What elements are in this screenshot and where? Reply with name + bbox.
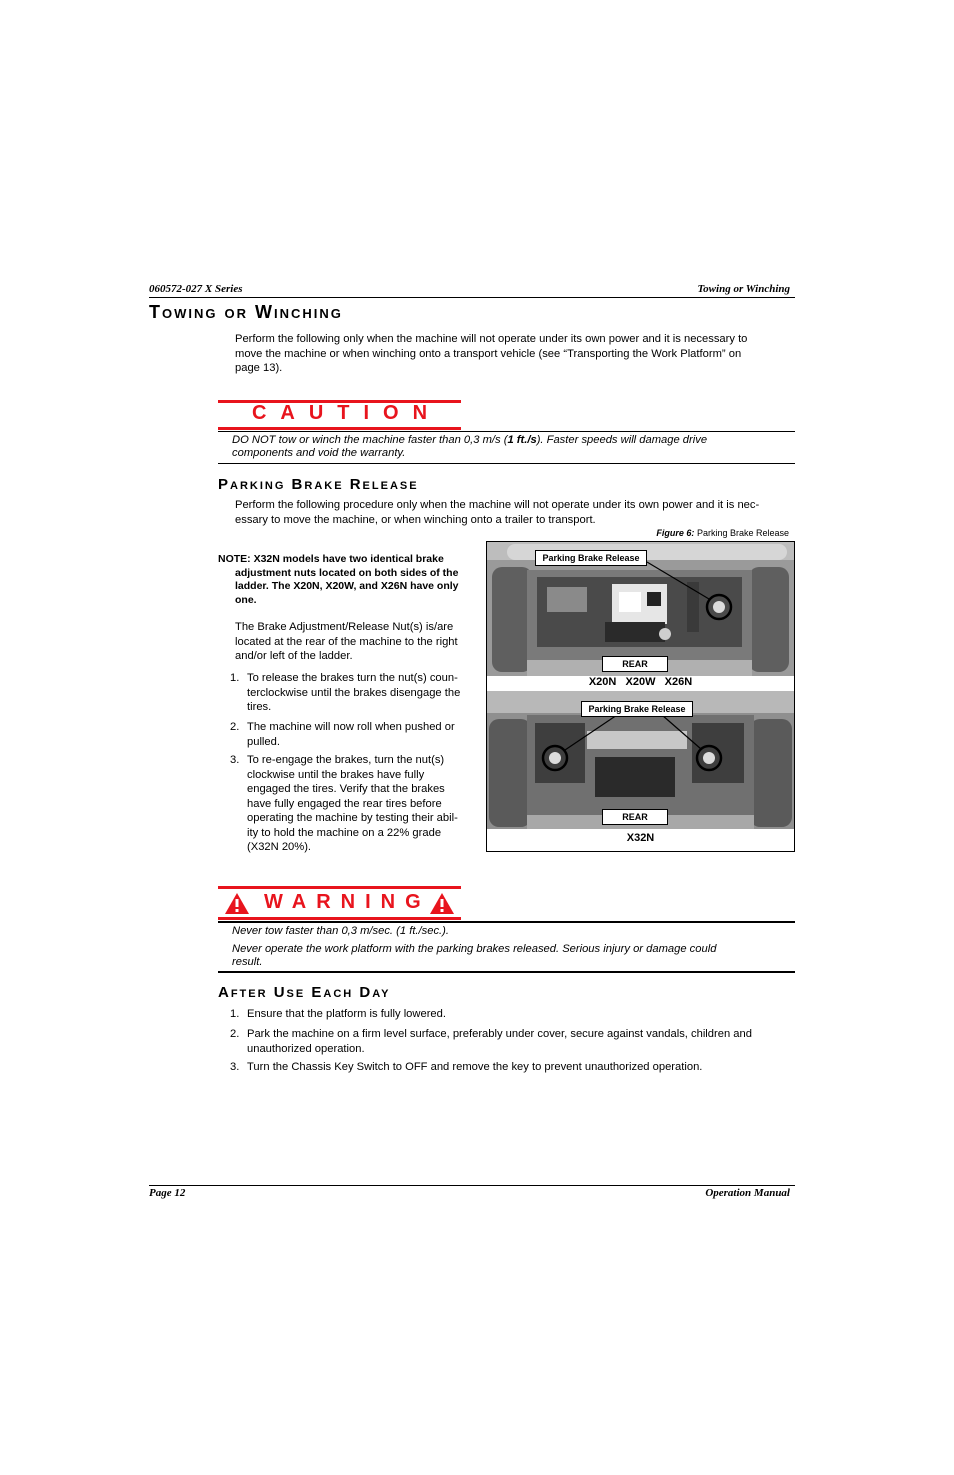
caution-bottom-rule: [218, 463, 795, 464]
after-step-2: 2. Park the machine on a firm level surface, preferably under cover, secure against vandals, children and unauthorized operation.: [230, 1028, 752, 1055]
parking-intro: Perform the following procedure only when the machine will not operate under its own power and it is nec- essary to move the machine, or when winching onto a trailer to transport.: [235, 499, 760, 526]
section-title: Towing or Winching: [149, 302, 343, 322]
brake-nut-location: The Brake Adjustment/Release Nut(s) is/are located at the rear of the machine to the right and/or left of the ladder.: [235, 621, 458, 662]
warning-text-1: Never tow faster than 0,3 m/sec. (1 ft./sec.).: [232, 925, 449, 937]
caution-label: CAUTION: [251, 402, 442, 424]
figure-caption: Figure 6: Parking Brake Release: [656, 528, 789, 538]
warning-text-2: Never operate the work platform with the parking brakes released. Serious injury or damage could result.: [232, 943, 717, 968]
models-top: X20N X20W X26N: [588, 676, 693, 688]
header-section: Towing or Winching: [697, 283, 790, 295]
footer-page-number: Page 12: [149, 1187, 186, 1199]
footer-manual-name: Operation Manual: [705, 1187, 790, 1199]
callout-parking-brake-bottom: Parking Brake Release: [581, 701, 693, 717]
callout-parking-brake-top: Parking Brake Release: [535, 550, 647, 566]
after-title: After Use Each Day: [218, 984, 391, 1001]
intro-line: page 13).: [235, 362, 283, 374]
parking-title: Parking Brake Release: [218, 476, 419, 493]
parking-step-2: 2. The machine will now roll when pushed or pulled.: [230, 721, 455, 748]
label-rear-top: REAR: [602, 656, 668, 672]
footer-rule: [149, 1185, 795, 1186]
note-label: NOTE:: [218, 553, 251, 565]
parking-step-1: 1. To release the brakes turn the nut(s) coun- terclockwise until the brakes disengage the tires.: [230, 672, 461, 713]
label-rear-bottom: REAR: [602, 809, 668, 825]
warning-triangle-icon-right: [429, 892, 455, 915]
header-doc-id: 060572-027 X Series: [149, 283, 243, 295]
models-bottom: X32N: [626, 832, 655, 844]
warning-banner: [218, 886, 461, 920]
warning-triangle-icon-left: [224, 892, 250, 915]
parking-note: NOTE: X32N models have two identical brake adjustment nuts located on both sides of the ladder. The X20N, X20W, and X26N have only one.: [218, 553, 459, 606]
caution-text: DO NOT tow or winch the machine faster than 0,3 m/s (1 ft./s). Faster speeds will damage drive components and void the warranty.: [232, 434, 708, 459]
figure-parking-brake: [486, 541, 795, 852]
header-rule: [149, 297, 795, 298]
intro-line: move the machine or when winching onto a transport vehicle (see “Transporting the Work Platform” on: [235, 347, 742, 360]
warning-top-rule: [218, 921, 795, 923]
intro-line: Perform the following only when the machine will not operate under its own power and it is necessary to: [235, 333, 748, 345]
intro-paragraph: [235, 332, 795, 376]
after-step-3: 3. Turn the Chassis Key Switch to OFF and remove the key to prevent unauthorized operation.: [230, 1061, 703, 1073]
parking-step-3: 3. To re-engage the brakes, turn the nut(s) clockwise until the brakes have fully engaged the tires. Verify that the brakes have fully engaged the rear tires before operating the machine by testing their abil- ity to hold the machine on a 22% grade (X32N 20%).: [230, 754, 458, 853]
after-step-1: 1. Ensure that the platform is fully lowered.: [230, 1008, 446, 1020]
warning-label: WARNING: [264, 891, 431, 913]
caution-banner: [218, 400, 461, 430]
caution-top-rule: [218, 431, 795, 432]
warning-bottom-rule: [218, 971, 795, 973]
